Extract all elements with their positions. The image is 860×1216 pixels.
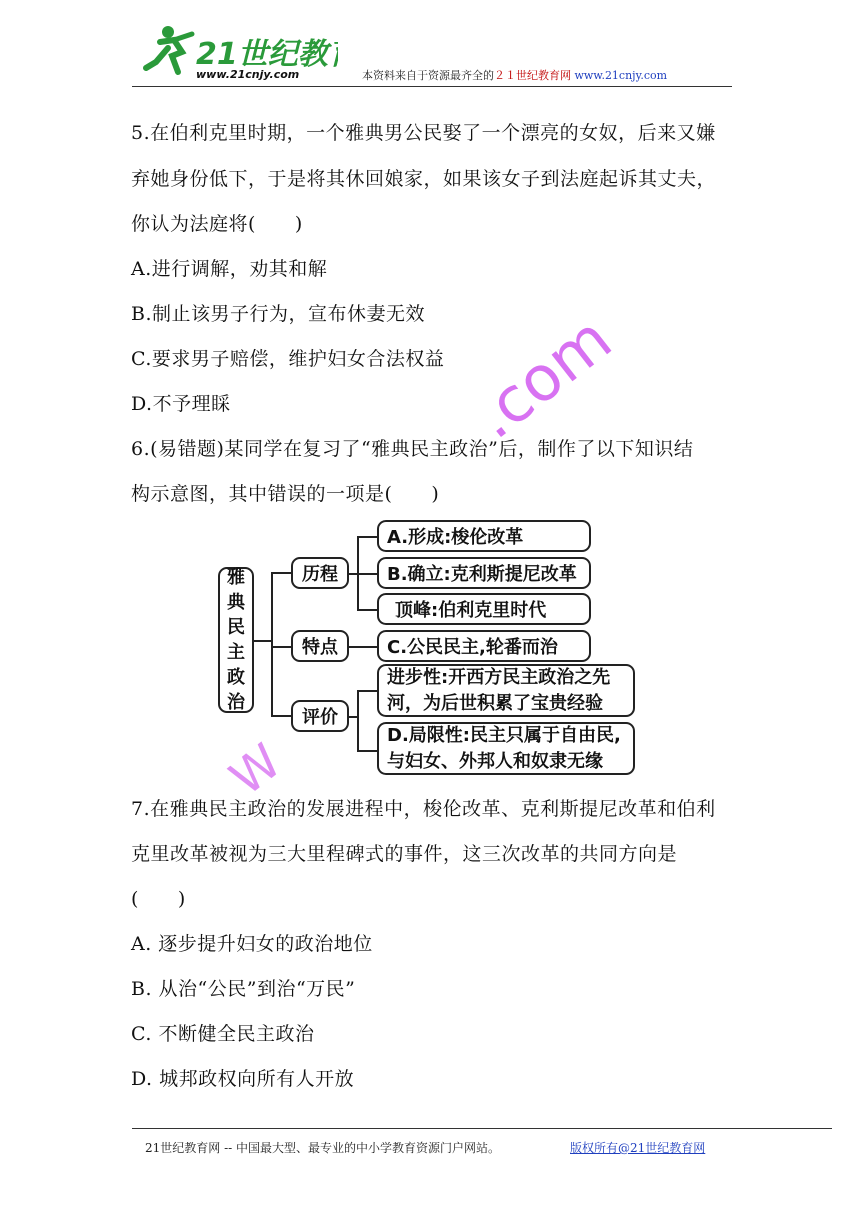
header-url-link[interactable]: www.21cnjy.com	[574, 69, 668, 82]
leaf-progress-line-2: 河，为后世积累了宝贵经验	[387, 692, 603, 714]
root-char: 主	[227, 642, 245, 663]
root-char: 民	[227, 617, 245, 638]
root-char: 典	[227, 592, 245, 613]
root-stub-line	[254, 640, 271, 642]
evaluation-trunk	[357, 690, 359, 750]
q6-stem-line-1: 6.(易错题)某同学在复习了“雅典民主政治”后，制作了以下知识结	[131, 438, 694, 460]
history-stub	[349, 573, 357, 575]
root-trunk-line	[271, 572, 273, 715]
leaf-d-line-2: 与妇女、外邦人和奴隶无缘	[387, 750, 603, 772]
q6-stem-line-2: 构示意图，其中错误的一项是( )	[131, 483, 440, 505]
root-char: 治	[227, 692, 245, 713]
leaf-link-b	[357, 573, 377, 575]
branch-evaluation: 评价	[291, 700, 349, 732]
leaf-peak: 顶峰:伯利克里时代	[377, 593, 591, 625]
q7-option-c: C. 不断健全民主政治	[131, 1023, 315, 1045]
branch-history: 历程	[291, 557, 349, 589]
header-note-prefix: 本资料来自于资源最齐全的	[362, 69, 494, 82]
watermark-fragment: W	[219, 733, 292, 807]
leaf-link-peak	[357, 609, 377, 611]
leaf-d	[377, 722, 635, 775]
leaf-progress-line-1: 进步性:开西方民主政治之先	[387, 666, 611, 688]
q5-option-b: B.制止该男子行为，宣布休妻无效	[131, 303, 426, 325]
branch-link-history	[271, 572, 291, 574]
root-char: 雅	[227, 567, 245, 588]
q7-option-a: A. 逐步提升妇女的政治地位	[131, 933, 373, 955]
q5-option-c: C.要求男子赔偿，维护妇女合法权益	[131, 348, 445, 370]
site-logo	[138, 22, 338, 84]
q5-stem-line-2: 弃她身份低下，于是将其休回娘家，如果该女子到法庭起诉其丈夫，	[131, 168, 717, 190]
running-figure-logo-icon	[138, 22, 338, 84]
watermark: .com	[460, 301, 625, 453]
q7-stem-line-1: 7.在雅典民主政治的发展进程中，梭伦改革、克利斯提尼改革和伯利	[131, 798, 716, 820]
header-divider	[132, 86, 732, 87]
logo-url-text: www.21cnjy.com	[196, 68, 300, 81]
q7-option-b: B. 从治“公民”到治“万民”	[131, 978, 356, 1000]
branch-features: 特点	[291, 630, 349, 662]
q7-stem-line-3: ( )	[131, 888, 186, 910]
q7-stem-line-2: 克里改革被视为三大里程碑式的事件，这三次改革的共同方向是	[131, 843, 678, 865]
footer-copyright-link[interactable]: 版权所有@21世纪教育网	[570, 1141, 706, 1155]
branch-link-evaluation	[271, 715, 291, 717]
q7-option-d: D. 城邦政权向所有人开放	[131, 1068, 355, 1090]
header-brand-link[interactable]: ２１世纪教育网	[494, 69, 571, 82]
leaf-a: A.形成:梭伦改革	[377, 520, 591, 552]
q5-stem-line-1: 5.在伯利克里时期，一个雅典男公民娶了一个漂亮的女奴，后来又嫌	[131, 122, 716, 144]
footer-tagline: 21世纪教育网 -- 中国最大型、最专业的中小学教育资源门户网站。	[145, 1141, 501, 1155]
diagram-root-box	[218, 567, 254, 713]
leaf-link-progress	[357, 690, 377, 692]
leaf-link-a	[357, 536, 377, 538]
leaf-c: C.公民民主,轮番而治	[377, 630, 591, 662]
logo-brand-text: 21世纪教	[196, 37, 328, 72]
header-note	[362, 67, 667, 83]
leaf-link-c	[349, 646, 377, 648]
root-char: 政	[227, 667, 245, 688]
leaf-progress	[377, 664, 635, 717]
leaf-link-d	[357, 750, 377, 752]
footer-divider	[132, 1128, 832, 1129]
branch-link-features	[271, 646, 291, 648]
q5-option-d: D.不予理睬	[131, 393, 231, 415]
evaluation-stub	[349, 716, 357, 718]
leaf-d-line-1: D.局限性:民主只属于自由民,	[387, 724, 621, 746]
q5-stem-line-3: 你认为法庭将( )	[131, 213, 303, 235]
leaf-b: B.确立:克利斯提尼改革	[377, 557, 591, 589]
q5-option-a: A.进行调解，劝其和解	[131, 258, 328, 280]
